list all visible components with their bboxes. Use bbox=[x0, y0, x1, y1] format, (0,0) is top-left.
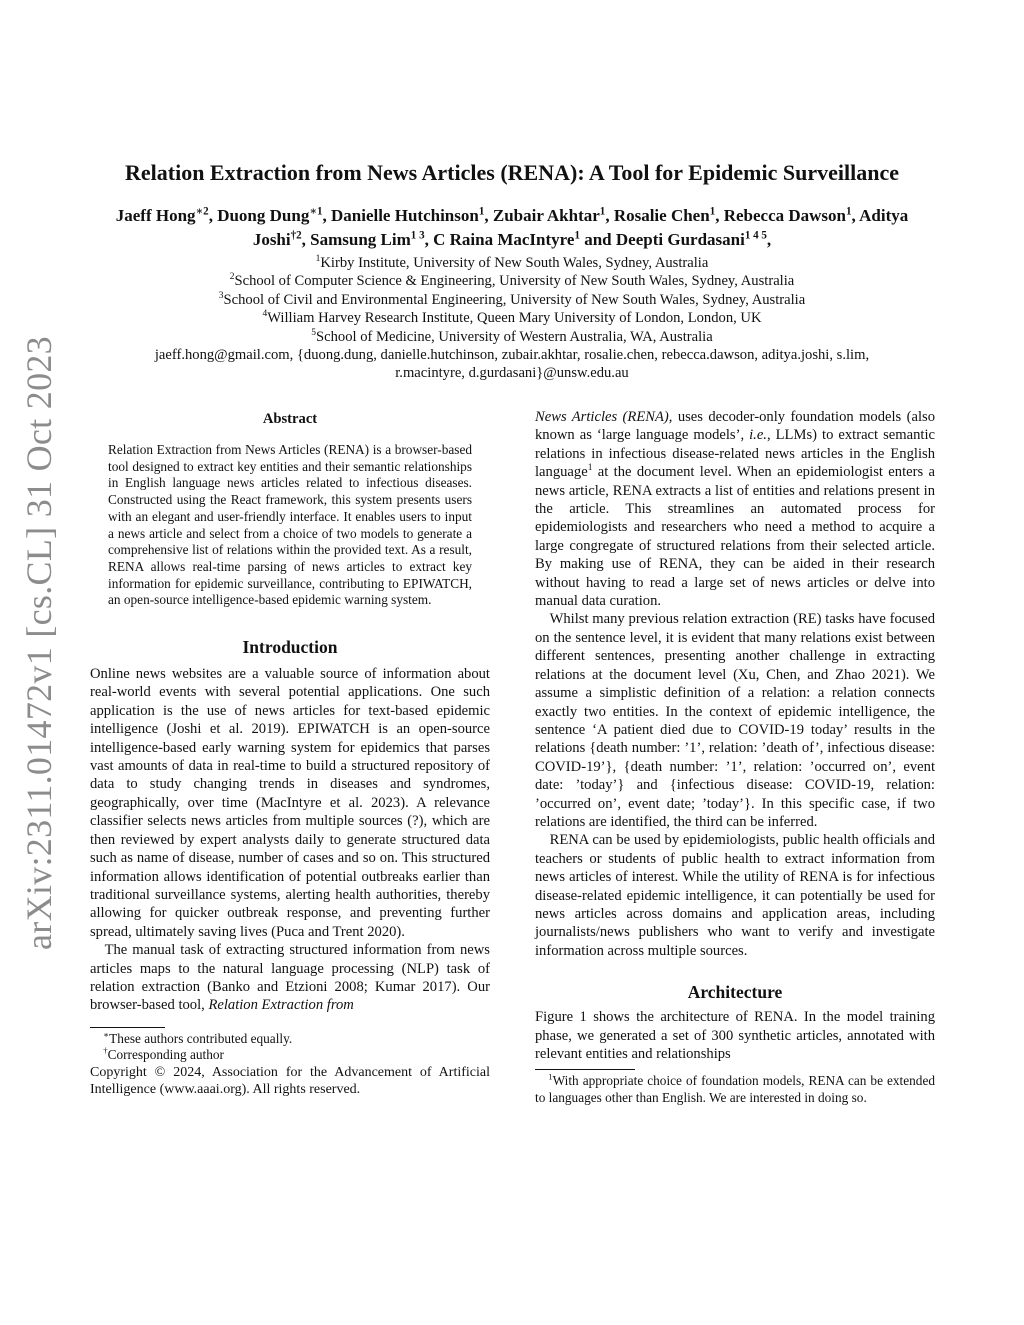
abstract-text: Relation Extraction from News Articles (RENA) is a browser-based tool designed to extract key entities and their semantic relationships in English language news articles related to infectious diseases. Constructed using the React framework, this system presents users with an elegant and user-friendly interface. It enables users to input a news article and select from a choice of two models to generate a comprehensive list of relations within the provided text. As a result, RENA allows real-time parsing of news articles to extract key information for epidemic surveillance, contributing to EPIWATCH, an open-source intelligence-based epidemic warning system. bbox=[108, 442, 472, 608]
footnotes-left bbox=[90, 1027, 490, 1098]
footnote-mark: † bbox=[103, 1046, 108, 1057]
text-run: at the document level. When an epidemiologist enters a news article, RENA extracts a list of entities and relations present in the article. This streamlines an automated process for epidemiologists and researchers who need a method to acquire a large congregate of structured relations from their selected article. By making use of RENA, they can be aided in their research without having to read a large set of news articles or delve into manual data curation. bbox=[535, 464, 935, 610]
footnote-rule bbox=[90, 1027, 165, 1028]
affiliation-line bbox=[90, 328, 934, 346]
intro-paragraph-4: RENA can be used by epidemiologists, public health officials and teachers or students of public health to extract information from news articles of interest. While the utility of RENA is for infectious disease-related epidemic intelligence, it can potentially be used for news articles across domains and application areas, including journalists/news publishers who want to verify and investigate information across multiple sources. bbox=[535, 832, 935, 959]
footnote-text: With appropriate choice of foundation models, RENA can be extended to languages other than English. We are interested in doing so. bbox=[535, 1073, 935, 1106]
affiliation-mark: 3 bbox=[218, 290, 224, 301]
author-mark: 1 bbox=[709, 205, 716, 218]
arxiv-sidebar-stamp: arXiv:2311.01472v1 [cs.CL] 31 Oct 2023 bbox=[19, 336, 59, 950]
affiliations bbox=[90, 254, 934, 383]
intro-paragraph-3: Whilst many previous relation extraction (RE) tasks have focused on the sentence level, it is evident that many relations exist between different sentences, presenting another challenge in extracting relations at the document level (Xu, Chen, and Zhao 2021). We assume a simplistic definition of a relation: a relation connects exactly two entities. In the context of epidemic intelligence, the sentence ‘A patient died due to COVID-19 today’ results in the relations {death number: ’1’, relation: ’death of’, infectious disease: COVID-19’}, {death number: ’1’, relation: ’occurred on’, event date: ’today’} and {infectious disease: COVID-19, relation: ’occurred on’, event date; ’today’}. In this specific case, if two relations are identified, the third can be inferred. bbox=[535, 611, 935, 830]
intro-paragraph-2 bbox=[90, 941, 490, 1015]
affiliation-line bbox=[90, 309, 934, 327]
left-column bbox=[90, 408, 490, 1098]
intro-paragraph-2-text: The manual task of extracting structured information from news articles maps to the natural language processing (NLP) task of relation extraction (Banko and Etzioni 2008; Kumar 2017). Our browser-based tool, bbox=[90, 942, 490, 1014]
author-mark: 1 bbox=[846, 205, 852, 218]
affiliation-mark: 4 bbox=[262, 309, 268, 320]
footnote-rule bbox=[535, 1069, 635, 1070]
affiliation-mark: 5 bbox=[311, 327, 317, 338]
right-column bbox=[535, 408, 935, 1107]
footnote-equal-contribution bbox=[90, 1031, 490, 1048]
affiliation-text: School of Computer Science & Engineering, University of New South Wales, Sydney, Australia bbox=[234, 273, 795, 290]
author-name: Jaeff Hong bbox=[115, 206, 196, 225]
author-name: Samsung Lim bbox=[310, 230, 411, 249]
paper-title: Relation Extraction from News Articles (RENA): A Tool for Epidemic Surveillance bbox=[124, 160, 899, 185]
architecture-heading: Architecture bbox=[687, 982, 783, 1003]
architecture-paragraph-1: Figure 1 shows the architecture of RENA. In the model training phase, we generated a set of 300 synthetic articles, annotated with relevant entities and relationships bbox=[535, 1009, 935, 1062]
author-name: C Raina MacIntyre bbox=[433, 230, 575, 249]
intro-paragraph-2-continued bbox=[535, 408, 935, 610]
author-name: Danielle Hutchinson bbox=[330, 206, 479, 225]
author-name: Aditya Joshi bbox=[252, 206, 909, 249]
email-line: r.macintyre, d.gurdasani}@unsw.edu.au bbox=[395, 365, 629, 382]
author-mark: 1 bbox=[574, 229, 580, 242]
author-list: Jaeff Hong$^{∗2}$, Duong Dung$^{∗1}$, Danielle Hutchinson$^1$, Zubair Akhtar$^1$, Rosalie Chen$^1$, Rebecca Dawson$^1$, Aditya Joshi$^{\dagger 2}$, Samsung Lim$^{1 3}$, C Raina MacIntyre$^1$ and Deepti Gurdasani$^{1 4 5}$, bbox=[115, 205, 909, 249]
text-run: , LLMs) to extract semantic relations in infectious disease-related news articles in the English language bbox=[535, 427, 935, 481]
footnote-1 bbox=[535, 1073, 935, 1106]
author-name: Rebecca Dawson bbox=[723, 206, 847, 225]
introduction-heading: Introduction bbox=[242, 637, 338, 658]
footnotes-right bbox=[535, 1069, 935, 1106]
author-name: Rosalie Chen bbox=[613, 206, 710, 225]
text-run: , uses decoder-only foundation models (also known as ‘large language models’, bbox=[535, 409, 935, 444]
tool-name-italic: Relation Extraction from bbox=[208, 997, 354, 1014]
tool-name-italic: News Articles (RENA) bbox=[535, 409, 669, 425]
footnote-mark: 1 bbox=[548, 1071, 553, 1082]
footnote-corresponding bbox=[90, 1047, 490, 1064]
author-mark: ∗1 bbox=[309, 205, 323, 218]
email-line: jaeff.hong@gmail.com, {duong.dung, danielle.hutchinson, zubair.akhtar, rosalie.chen, rebecca.dawson, aditya.joshi, s.lim, bbox=[154, 347, 870, 364]
affiliation-text: Kirby Institute, University of New South Wales, Sydney, Australia bbox=[320, 255, 709, 271]
copyright-notice: Copyright © 2024, Association for the Advancement of Artificial Intelligence (www.aaai.org). All rights reserved. bbox=[90, 1065, 490, 1098]
author-name: Zubair Akhtar bbox=[492, 206, 600, 225]
ie-italic: i.e. bbox=[749, 427, 767, 444]
affiliation-mark: 2 bbox=[229, 272, 235, 283]
affiliation-line bbox=[90, 254, 934, 272]
author-mark: 1 4 5 bbox=[744, 229, 767, 242]
footnote-ref: 1 bbox=[587, 463, 593, 474]
author-mark: †2 bbox=[290, 229, 302, 242]
affiliation-line bbox=[90, 291, 934, 309]
author-mark: 1 bbox=[599, 205, 606, 218]
author-mark: ∗2 bbox=[195, 205, 209, 218]
affiliation-text: William Harvey Research Institute, Queen Mary University of London, London, UK bbox=[267, 310, 762, 327]
affiliation-text: School of Medicine, University of Western Australia, WA, Australia bbox=[316, 328, 713, 345]
author-name: Deepti Gurdasani bbox=[615, 230, 745, 249]
author-mark: 1 3 bbox=[410, 229, 425, 242]
affiliation-mark: 1 bbox=[315, 254, 321, 265]
footnote-text: Corresponding author bbox=[107, 1047, 224, 1063]
author-mark: 1 bbox=[478, 205, 485, 218]
abstract-heading: Abstract bbox=[262, 411, 318, 427]
footnote-mark: ∗ bbox=[103, 1029, 110, 1040]
intro-paragraph-1: Online news websites are a valuable source of information about real-world events with several potential applications. One such application is the use of news articles for text-based epidemic intelligence (Joshi et al. 2019). EPIWATCH is an open-source intelligence-based early warning system for epidemics that parses vast amounts of data in real-time to build a structured repository of data to study changing trends in diseases and syndromes, geographically, over time (MacIntyre et al. 2023). A relevance classifier selects news articles from multiple sources (?), which are then reviewed by expert analysts daily to generate structured data such as name of disease, number of cases and so on. This structured information allows identification of potential outbreaks earlier than traditional surveillance systems, alerting health authorities, thereby allowing for quicker outbreak response, and preventing further spread, ultimately saving lives (Puca and Trent 2020). bbox=[90, 666, 490, 940]
author-name: Duong Dung bbox=[217, 206, 310, 225]
footnote-text: These authors contributed equally. bbox=[109, 1030, 293, 1046]
affiliation-text: School of Civil and Environmental Engineering, University of New South Wales, Sydney, Australia bbox=[223, 291, 806, 308]
affiliation-line bbox=[90, 272, 934, 290]
